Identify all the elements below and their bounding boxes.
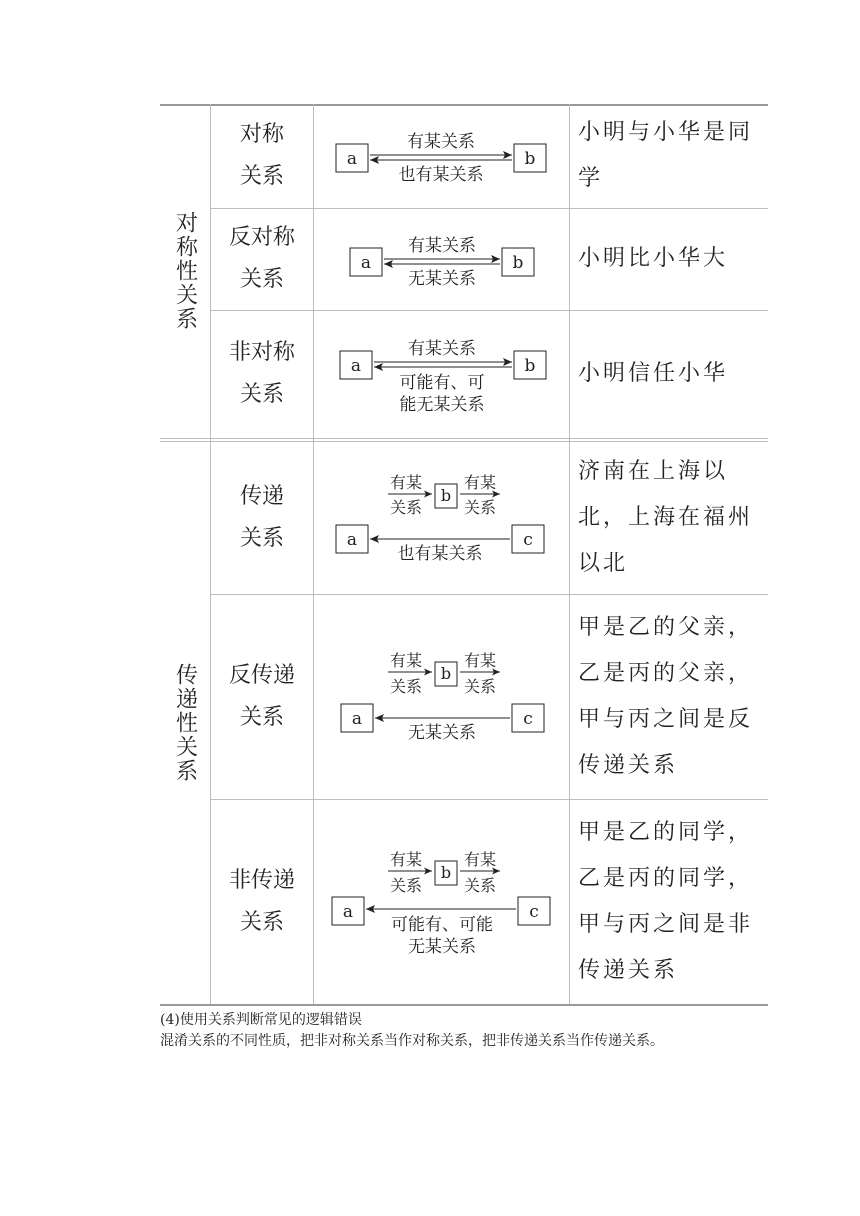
relation-name: 反传递 关系: [228, 662, 295, 730]
node-label: c: [529, 902, 539, 922]
node-label: c: [523, 530, 533, 550]
antitransitive-diagram-svg: [314, 594, 568, 799]
example-text: 甲是乙的同学，乙是丙的同学，甲与丙之间是非传递关系: [578, 819, 754, 983]
node-label: b: [524, 356, 536, 376]
node-label: b: [440, 863, 452, 882]
relation-label: 有某关系: [408, 236, 476, 256]
transitive-diagram: [314, 442, 568, 594]
node-label: a: [350, 356, 362, 376]
relation-label: 有某: [389, 473, 423, 492]
section-heading: (4)使用关系判断常见的逻辑错误: [160, 1012, 362, 1028]
relation-label: 可能有、可: [399, 373, 485, 393]
node-label: b: [440, 664, 452, 683]
relations-table: [160, 104, 768, 1006]
relation-name: 反对称 关系: [228, 225, 295, 292]
group-cell-symmetric: [160, 104, 210, 438]
node-label: c: [523, 709, 533, 729]
nontransitive-diagram: [314, 799, 568, 1004]
relation-label: 也有某关系: [398, 165, 484, 185]
relation-name: 非传递 关系: [228, 867, 295, 935]
antisymmetric-diagram-svg: [314, 208, 568, 310]
relation-label: 有某: [463, 473, 497, 492]
column-divider: [569, 104, 570, 1004]
relation-label: 关系: [463, 677, 497, 696]
relation-label: 可能有、可能: [391, 915, 493, 935]
group-label-transitive: 传递性关系: [172, 663, 198, 783]
nonsymmetric-diagram: [314, 310, 568, 438]
relation-label: 有某: [463, 651, 497, 670]
example-text: 小明信任小华: [578, 361, 729, 386]
relation-label: 无某关系: [408, 269, 476, 289]
relation-label: 有某: [463, 850, 497, 869]
relation-label: 有某: [389, 651, 423, 670]
relation-label: 关系: [463, 876, 497, 895]
nonsymmetric-diagram-svg: [314, 310, 568, 438]
section-paragraph: 混淆关系的不同性质，把非对称关系当作对称关系，把非传递关系当作传递关系。: [160, 1033, 664, 1049]
relation-label: 有某关系: [408, 339, 476, 359]
transitive-diagram-svg: [314, 442, 568, 594]
node-label: b: [524, 149, 536, 169]
relation-label: 能无某关系: [399, 395, 485, 415]
example-text: 济南在上海以北，上海在福州以北: [578, 459, 754, 576]
nontransitive-diagram-svg: [314, 799, 568, 1004]
relation-label: 无某关系: [408, 723, 476, 743]
group-label-symmetric: 对称性关系: [172, 211, 198, 331]
example-text: 小明比小华大: [578, 246, 729, 271]
relation-label: 关系: [389, 876, 423, 895]
relation-label: 关系: [463, 498, 497, 517]
node-label: a: [346, 149, 358, 169]
antitransitive-diagram: [314, 594, 568, 799]
relation-label: 无某关系: [408, 937, 476, 957]
relation-name: 对称 关系: [239, 122, 284, 189]
node-label: a: [342, 902, 354, 922]
relation-name: 非对称 关系: [228, 340, 295, 407]
relation-label: 关系: [389, 677, 423, 696]
antisymmetric-diagram: [314, 208, 568, 310]
group-cell-transitive: [160, 442, 210, 1004]
table-bottom-rule: [160, 1004, 768, 1006]
node-label: b: [440, 486, 452, 505]
relation-label: 有某关系: [407, 132, 475, 152]
node-label: a: [351, 709, 363, 729]
example-text: 小明与小华是同学: [578, 120, 754, 191]
relation-label: 有某: [389, 850, 423, 869]
relation-name: 传递 关系: [239, 484, 284, 551]
node-label: a: [360, 253, 372, 273]
relation-label: 也有某关系: [397, 544, 483, 564]
relation-label: 关系: [389, 498, 423, 517]
symmetric-diagram-svg: [314, 104, 568, 208]
example-text: 甲是乙的父亲，乙是丙的父亲，甲与丙之间是反传递关系: [578, 614, 754, 778]
symmetric-diagram: [314, 104, 568, 208]
node-label: a: [346, 530, 358, 550]
node-label: b: [512, 253, 524, 273]
